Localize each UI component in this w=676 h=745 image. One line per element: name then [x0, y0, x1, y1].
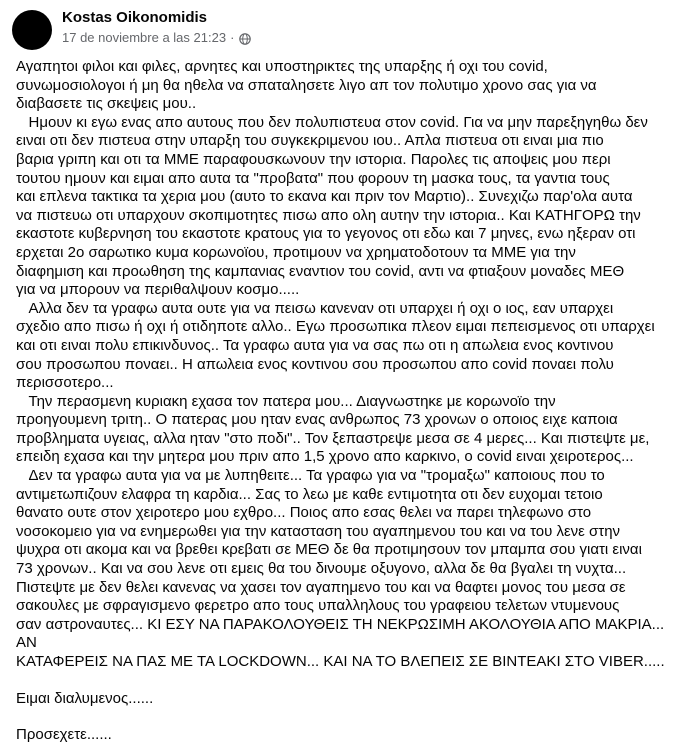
post-timestamp[interactable]: 17 de noviembre a las 21:23	[62, 30, 227, 45]
post-paragraph: Την περασμενη κυριακη εχασα τον πατερα μου... Διαγνωστηκε με κορωνοϊο την προηγουμενη τριτη.. Ο πατερας μου ηταν ενας ανθρωπος 73 χρονων ο οποιος ειχε καποια προβληματα υγειας, αλλα ηταν "στο ποδι".. Τον ξεπαστρεψε μεσα σε 4 μερες... Και πιστεψτε με, επειδη εχασα και την μητερα μου πριν απο 1,5 χρονο απο καρκινο, ο covid ειναι χειροτερος...	[16, 392, 650, 466]
post-paragraph: Προσεχετε......	[16, 726, 112, 744]
timestamp-row	[62, 29, 251, 47]
post-paragraph: Αγαπητοι φιλοι και φιλες, αρνητες και υποστηρικτες της υπαρξης ή οχι του covid, συνωμοσιολογοι ή μη θα ηθελα να σπαταλησετε λιγο απ τον πολυτιμο χρονο σας για να διαβασετε τις σκεψεις μου..	[16, 58, 597, 113]
post-text	[16, 58, 668, 745]
post-header	[12, 8, 662, 52]
post-paragraph: Αλλα δεν τα γραφω αυτα ουτε για να πεισω κανεναν οτι υπαρχει ή οχι ο ιος, εαν υπαρχει σχεδιο απο πισω ή οχι ή οτιδηποτε αλλο.. Εγω προσωπικα πλεον ειμαι πεπεισμενος οτι υπαρχει και οτι ειναι πολυ επικινδυνος.. Τα γραφω αυτα για να σας πω οτι η απωλεια ενος κοντινου σου προσωπου ποναει.. Η απωλεια ενος κοντινου σου προσωπου απο covid ποναει πολυ περισσοτερο...	[16, 299, 655, 392]
author-name[interactable]: Kostas Oikonomidis	[62, 9, 208, 26]
globe-icon[interactable]	[239, 32, 251, 44]
post-meta	[62, 8, 251, 47]
meta-separator: ·	[230, 30, 235, 45]
post-paragraph: Δεν τα γραφω αυτα για να με λυπηθειτε... Τα γραφω για να "τρομαξω" καποιους που το αντιμετωπιζουν ελαφρα τη καρδια... Σας το λεω με καθε εντιμοτητα οτι δεν ευχομαι τετοιο θανατο ουτε στον χειροτερο μου εχθρο... Ποιος απο εσας θελει να παρει τηλεφωνο στο νοσοκομειο για να ενημερωθει για την κατασταση του αγαπημενου του και να του λενε στην ψυχρα οτι ακομα και να βρεθει κρεβατι σε ΜΕΘ δε θα προτιμησουν τον μπαμπα σου γιατι ειναι 73 χρονων.. Και να σου λενε οτι εμεις θα του δινουμε οξυγονο, αλλα δε θα βγαλει τη νυχτα... Πιστεψτε με δεν θελει κανενας να χασει τον αγαπημενο του και να θαφτει μονος του μεσα σε σακουλες με σφραγισμενο φερετρο απο τους υπαλληλους του γραφειου τελετων ντυμενους σαν αστροναυτες... ΚΙ ΕΣΥ ΝΑ ΠΑΡΑΚΟΛΟΥΘΕΙΣ ΤΗ ΝΕΚΡΩΣΙΜΗ ΑΚΟΛΟΥΘΙΑ ΑΠΟ ΜΑΚΡΙΑ... ΑΝ ΚΑΤΑΦΕΡΕΙΣ ΝΑ ΠΑΣ ΜΕ ΤΑ LOCKDOWN... ΚΑΙ ΝΑ ΤΟ ΒΛΕΠΕΙΣ ΣΕ ΒΙΝΤΕΑΚΙ ΣΤΟ VIBER.....	[16, 467, 665, 670]
avatar[interactable]	[12, 10, 52, 50]
post-paragraph: Ειμαι διαλυμενος......	[16, 689, 154, 707]
post-paragraph: Ημουν κι εγω ενας απο αυτους που δεν πολυπιστευα στον covid. Για να μην παρεξηγηθω δεν ειναι οτι δεν πιστευα στην υπαρξη του συγκεκριμενου ιου.. Απλα πιστευα οτι ειναι μια πιο βαρια γριπη και οτι τα ΜΜΕ παραφουσκωνουν την ιστορια. Παρολες τις αποψεις μου περι τουτου ημουν και ειμαι απο αυτα τα "προβατα" που φορουν τη μασκα τους, τα γαντια τους και επλενα τακτικα τα χερια μου (αυτο το εκανα και πριν τον Μαρτιο).. Συνεχιζω παρ'ολα αυτα να πιστευω οτι υπαρχουν σκοπιμοτητες πισω απο ολη αυτην την ιστορια.. Και ΚΑΤΗΓΟΡΩ την εκαστοτε κυβερνηση του εκαστοτε κρατους για το γεγονος οτι εδω και 7 μηνες, ενω ηξεραν οτι ερχεται 2ο σαρωτικο κυμα κορωνοϊου, προτιμουν να χρηματοδοτουν τα ΜΜΕ για την διαφημιση και προωθηση της καμπανιας εναντιον του covid, αντι να φτιαξουν μοναδες ΜΕΘ για να μπορουν να περιθαλψουν κοσμο.....	[16, 113, 648, 299]
